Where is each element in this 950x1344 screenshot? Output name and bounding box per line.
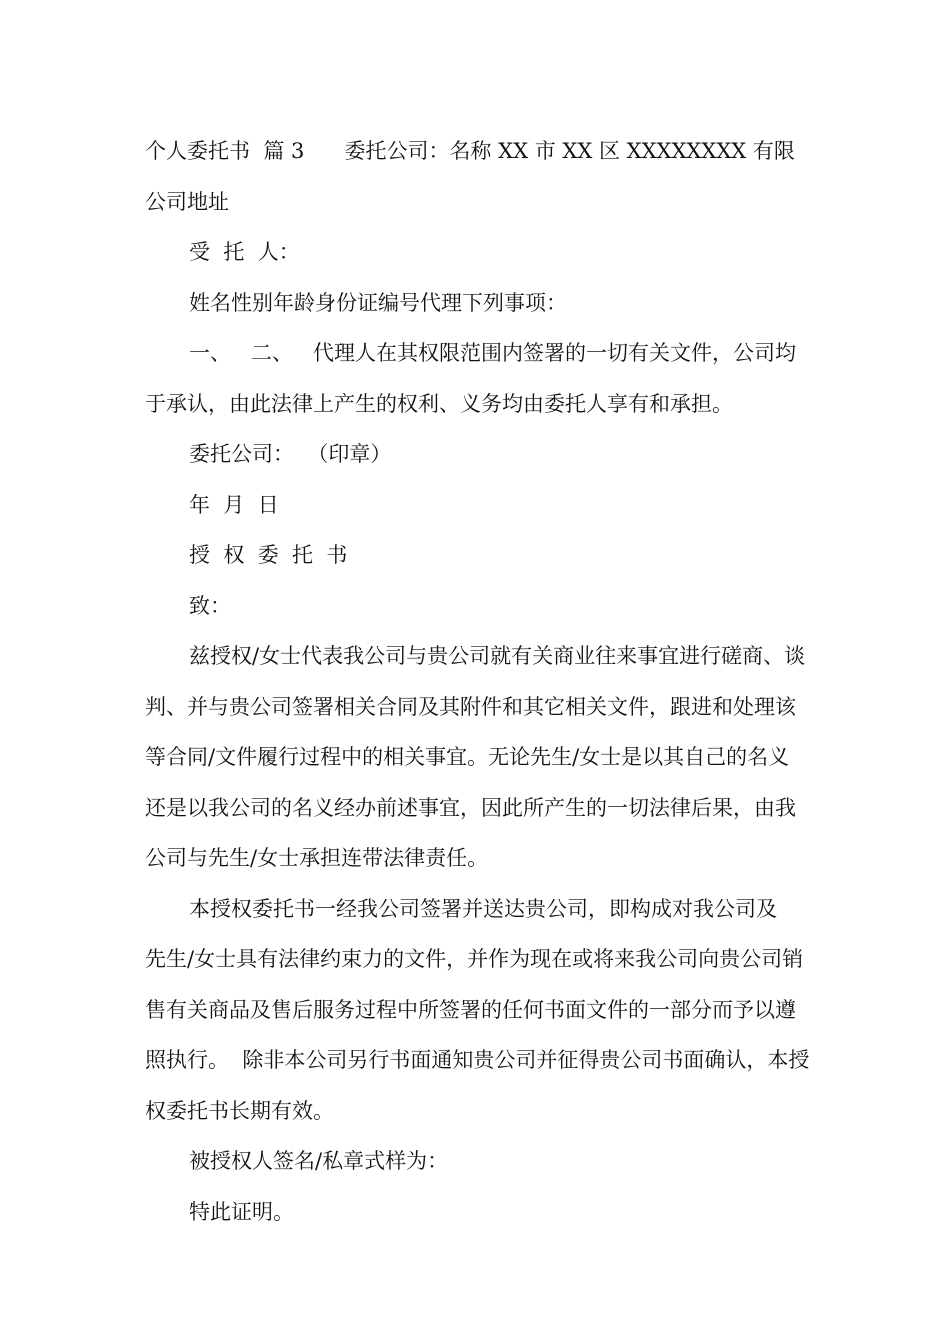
- document-page: [145, 126, 810, 1237]
- certification-line: 特此证明。: [189, 1199, 294, 1224]
- date-line: 年 月 日: [189, 492, 279, 517]
- trustee-info-paragraph: 姓名性别年龄身份证编号代理下列事项：: [189, 290, 567, 315]
- trustee-line: 受 托 人：: [189, 240, 300, 264]
- signature-sample-line: 被授权人签名/私章式样为：: [189, 1149, 449, 1173]
- authorization-title: 授 权 委 托 书: [189, 543, 348, 567]
- document-heading-paragraph: 个人委托书 篇 3 委托公司：名称 XX 市 XX 区 XXXXXXXX 有限公司地址: [145, 139, 795, 214]
- salutation-line: 致：: [189, 593, 231, 618]
- validity-paragraph: 本授权委托书一经我公司签署并送达贵公司，即构成对我公司及 先生/女士具有法律约束力的文件，并作为现在或将来我公司向贵公司销售有关商品及售后服务过程中所签署的任何书面文件的一部分而予以遵照执行。 除非本公司另行书面通知贵公司并征得贵公司书面确认，本授权委托书长期有效。: [145, 896, 810, 1123]
- authorization-body-paragraph: 兹授权/女士代表我公司与贵公司就有关商业往来事宜进行磋商、谈判、并与贵公司签署相关合同及其附件和其它相关文件，跟进和处理该等合同/文件履行过程中的相关事宜。无论先生/女士是以其自己的名义还是以我公司的名义经办前述事宜，因此所产生的一切法律后果，由我公司与先生/女士承担连带法律责任。: [145, 644, 806, 870]
- company-seal-line: 委托公司： （印章）: [189, 442, 392, 466]
- authority-paragraph: 一、 二、 代理人在其权限范围内签署的一切有关文件，公司均于承认，由此法律上产生的权利、义务均由委托人享有和承担。: [145, 341, 797, 416]
